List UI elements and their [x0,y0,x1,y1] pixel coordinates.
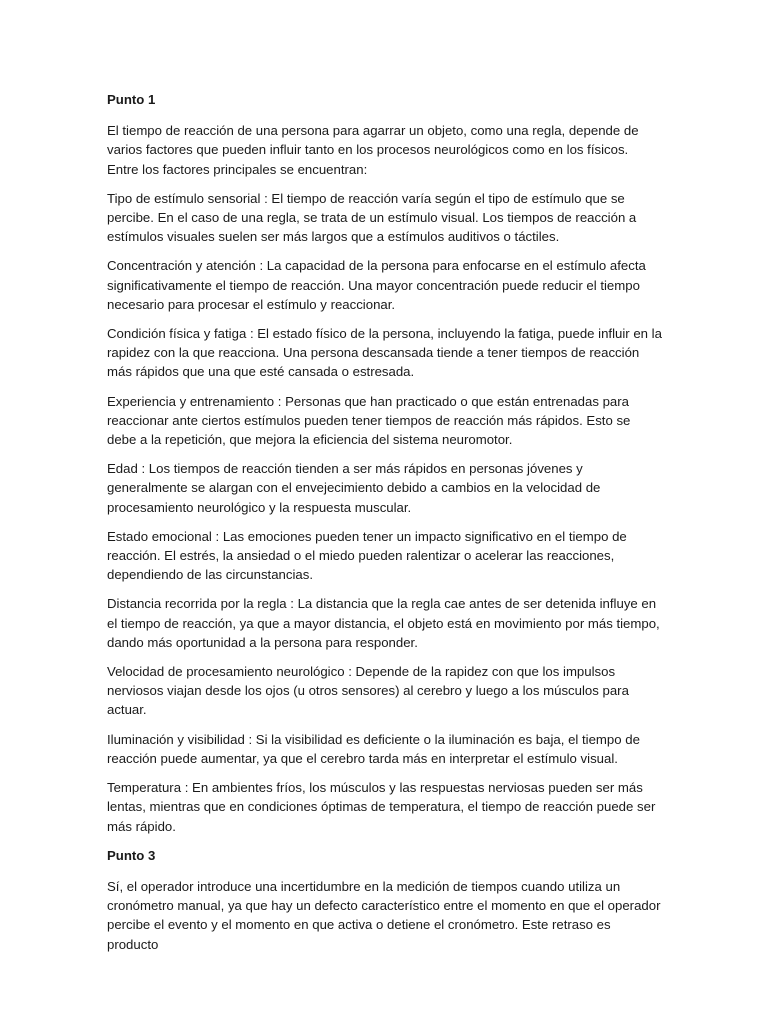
factor-paragraph-iluminacion: Iluminación y visibilidad : Si la visibilidad es deficiente o la iluminación es baja, el tiempo de reacción puede aumentar, ya que el cerebro tarda más en interpretar el estímulo visual. [107,731,640,766]
factor-paragraph-edad: Edad : Los tiempos de reacción tienden a ser más rápidos en personas jóvenes y generalmente se alargan con el envejecimiento debido a cambios en la velocidad de procesamiento neurológico y la respuesta muscular. [107,461,601,515]
factor-paragraph-temperatura: Temperatura : En ambientes fríos, los músculos y las respuestas nerviosas pueden ser más lentas, mientras que en condiciones óptimas de temperatura, el tiempo de reacción puede ser más rápido. [107,780,656,834]
factor-paragraph-estimulo: Tipo de estímulo sensorial : El tiempo de reacción varía según el tipo de estímulo que se percibe. En el caso de una regla, se trata de un estímulo visual. Los tiempos de reacción a estímulos visuales suelen ser más largos que a estímulos auditivos o táctiles. [107,190,637,245]
factor-paragraph-emocional: Estado emocional : Las emociones pueden tener un impacto significativo en el tiempo de reacción. El estrés, la ansiedad o el miedo pueden ralentizar o acelerar las reacciones, dependiendo de las circunstancias. [107,528,627,583]
document-page [107,90,663,964]
closing-paragraph: Sí, el operador introduce una incertidumbre en la medición de tiempos cuando utiliza un cronómetro manual, ya que hay un defecto característico entre el momento en que el operador percibe el evento y el momento en que activa o detiene el cronómetro. Este retraso es producto [107,878,661,952]
factor-paragraph-concentracion: Concentración y atención : La capacidad de la persona para enfocarse en el estímulo afecta significativamente el tiempo de reacción. Una mayor concentración puede reducir el tiempo necesario para procesar el estímulo y reaccionar. [107,258,646,312]
factor-paragraph-condicion: Condición física y fatiga : El estado físico de la persona, incluyendo la fatiga, puede influir en la rapidez con la que reacciona. Una persona descansada tiende a tener tiempos de reacción más rápidos que una que esté cansada o estresada. [107,326,662,380]
section-heading-punto-3: Punto 3 [107,847,156,863]
factor-paragraph-distancia: Distancia recorrida por la regla : La distancia que la regla cae antes de ser detenida influye en el tiempo de reacción, ya que a mayor distancia, el objeto está en movimiento por más tiempo, dando más oportunidad a la persona para responder. [107,596,660,650]
section-heading-punto-1: Punto 1 [107,92,156,107]
intro-paragraph: El tiempo de reacción de una persona para agarrar un objeto, como una regla, depende de varios factores que pueden influir tanto en los procesos neurológicos como en los físicos. Entre los factores principales se encuentran: [107,123,639,177]
factor-paragraph-experiencia: Experiencia y entrenamiento : Personas que han practicado o que están entrenadas para reaccionar ante ciertos estímulos pueden tener tiempos de reacción más rápidos. Esto se debe a la repetición, que mejora la eficiencia del sistema neuromotor. [107,393,631,448]
factor-paragraph-velocidad: Velocidad de procesamiento neurológico : Depende de la rapidez con que los impulsos nerviosos viajan desde los ojos (u otros sensores) al cerebro y luego a los músculos para actuar. [107,664,629,718]
